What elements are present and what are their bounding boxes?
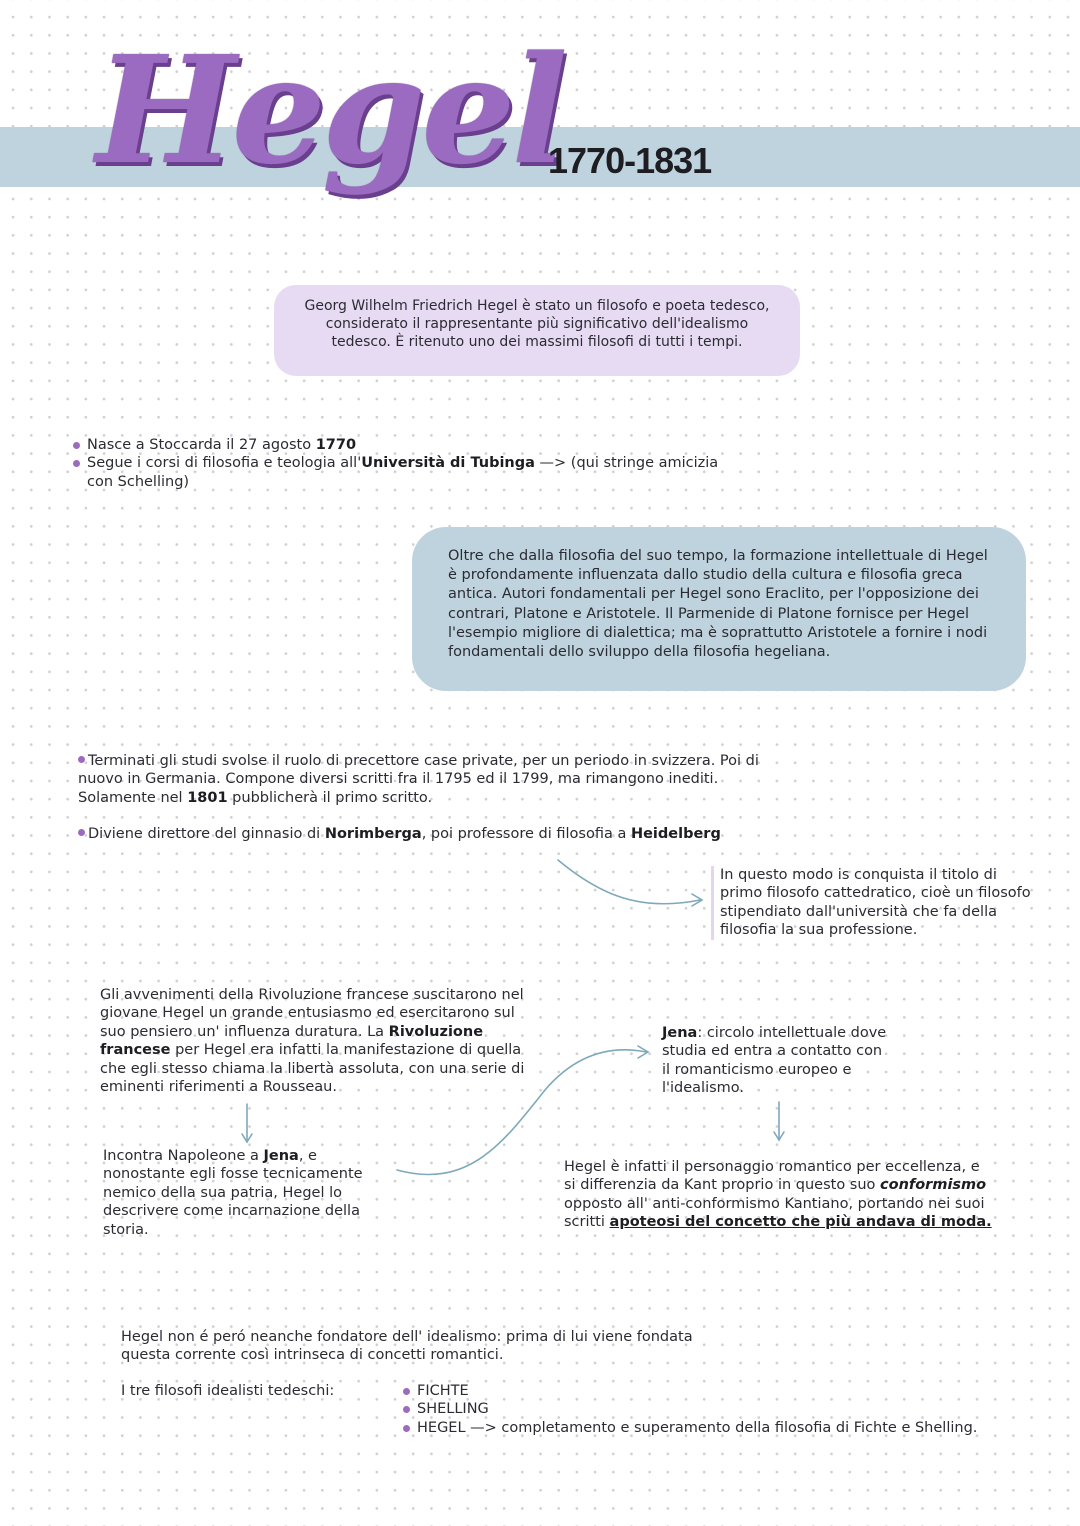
birth-text: Nasce a Stoccarda il 27 agosto <box>87 437 316 453</box>
chair-note-text: In questo modo is conquista il titolo di primo filosofo cattedratico, cioè un filosofo stipendiato dall'università che fa della filosofia la sua professione. <box>720 867 1031 939</box>
philosopher-name: FICHTE <box>417 1383 469 1399</box>
revolution-text-b: per Hegel era infatti la manifestazione di quella che egli stesso chiama la libertà assoluta, con una serie di eminenti riferimenti a Rousseau. <box>100 1042 525 1096</box>
director-city: Norimberga <box>324 826 422 842</box>
romantic-mid: opposto all' anti-conformismo Kantiano, portando nei suoi scritti <box>564 1195 985 1231</box>
conformism-term: conformismo <box>880 1177 987 1194</box>
philosophers-label: I tre filosofi idealisti tedeschi: <box>121 1383 335 1399</box>
director-text: Diviene direttore del ginnasio di <box>88 826 325 842</box>
greek-influence-text: Oltre che dalla filosofia del suo tempo, la formazione intellettuale di Hegel è profondamente influenzata dallo studio della cultura e filosofia greca antica. Autori fondamentali per Hegel sono Eraclito, per l'opposizione dei contrari, Platone e Aristotele. Il Parmenide di Platone fornisce per Hegel l'esempio migliore di dialettica; ma è soprattutto Aristotele a fornire i nodi fondamentali dello sviluppo della filosofia hegeliana. <box>448 548 988 661</box>
life-years: 1770-1831 <box>548 140 712 181</box>
study-text: Segue i corsi di filosofia e teologia all' <box>87 455 362 472</box>
apotheosis-phrase: apoteosi del concetto che più andava di moda. <box>609 1214 992 1231</box>
intro-text: Georg Wilhelm Friedrich Hegel è stato un filosofo e poeta tedesco, considerato il rappresentante più significativo dell'idealismo tedesco. È ritenuto uno dei massimi filosofi di tutti i tempi. <box>304 298 770 351</box>
idealism-intro-text: Hegel non é peró neanche fondatore dell' idealismo: prima di lui viene fondata questa corrente così intrinseca di concetti romantici. <box>121 1329 693 1364</box>
philosopher-name: SHELLING <box>417 1401 489 1418</box>
revolution-bold: Rivoluzione francese <box>100 1023 484 1059</box>
tutor-suffix: pubblicherà il primo scritto. <box>227 789 433 806</box>
tutor-text: Terminati gli studi svolse il ruolo di precettore case private, per un periodo in svizzera. Poi di nuovo in Germania. Compone diversi scritti fra il 1795 ed il 1799, ma rimangono inediti. Solamente nel <box>78 753 759 806</box>
philosopher-name: HEGEL <box>417 1419 466 1436</box>
napoleon-suffix: , e nonostante egli fosse tecnicamente nemico della sua patria, Hegel lo descrivere come incarnazione della storia. <box>103 1148 363 1238</box>
jena-label: Jena <box>662 1025 698 1041</box>
hegel-note: —> completamento e superamento della filosofia di Fichte e Shelling. <box>465 1419 978 1436</box>
napoleon-place: Jena <box>263 1148 299 1164</box>
napoleon-prefix: Incontra Napoleone a <box>103 1148 264 1164</box>
university-name: Università di Tubinga <box>361 455 535 472</box>
director-mid: , poi professore di filosofia a <box>421 826 631 842</box>
jena-text: : circolo intellettuale dove studia ed entra a contatto con il romanticismo europeo e l'idealismo. <box>662 1025 887 1097</box>
study-suffix: —> (qui stringe amicizia con Schelling) <box>87 455 719 490</box>
wave-arrow-icon <box>397 1050 646 1175</box>
tutor-year: 1801 <box>187 789 228 806</box>
director-university: Heidelberg <box>630 826 721 842</box>
page-title: Hegel <box>96 23 564 197</box>
revolution-text-a: Gli avvenimenti della Rivoluzione francese suscitarono nel giovane Hegel un grande entusiasmo ed esercitarono sul suo pensiero un' influenza duratura. La <box>100 987 524 1040</box>
romantic-prefix: Hegel è infatti il personaggio romantico per eccellenza, e si differenzia da Kant proprio in questo suo <box>564 1159 980 1194</box>
birth-year: 1770 <box>315 437 357 453</box>
curved-arrow-icon <box>558 860 700 904</box>
